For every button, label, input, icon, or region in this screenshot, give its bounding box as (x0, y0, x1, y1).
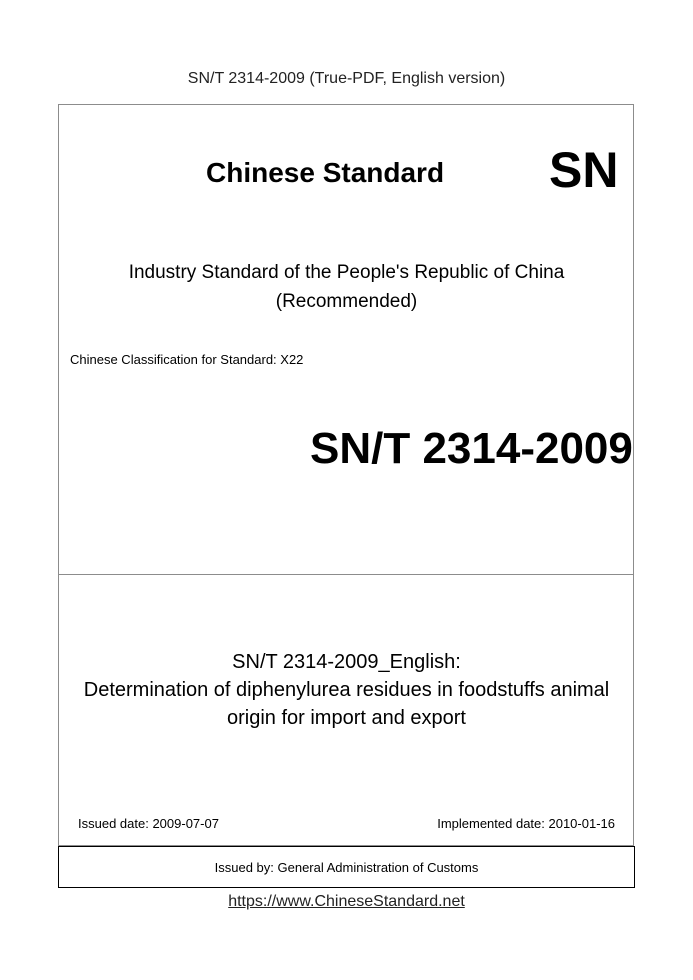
website-link[interactable]: https://www.ChineseStandard.net (228, 893, 465, 910)
standard-code: SN/T 2314-2009 (310, 424, 633, 473)
issued-by: Issued by: General Administration of Customs (214, 859, 479, 875)
industry-line-1: Industry Standard of the People's Republic of China (128, 262, 565, 283)
title-line-3: origin for import and export (226, 707, 466, 729)
industry-line-2: (Recommended) (275, 291, 418, 312)
title-line-2: Determination of diphenylurea residues in foodstuffs animal (83, 679, 610, 701)
issuer-panel (58, 846, 635, 888)
title-line-1: SN/T 2314-2009_English: (232, 651, 461, 673)
chinese-standard-heading: Chinese Standard (206, 157, 445, 188)
implemented-date: Implemented date: 2010-01-16 (437, 816, 615, 831)
industry-standard-text (0, 258, 693, 316)
issued-date: Issued date: 2009-07-07 (78, 816, 219, 831)
standard-title (0, 648, 693, 732)
document-header: SN/T 2314-2009 (True-PDF, English version) (187, 70, 506, 87)
sn-logo: SN (549, 142, 619, 198)
classification-text: Chinese Classification for Standard: X22 (70, 352, 304, 367)
